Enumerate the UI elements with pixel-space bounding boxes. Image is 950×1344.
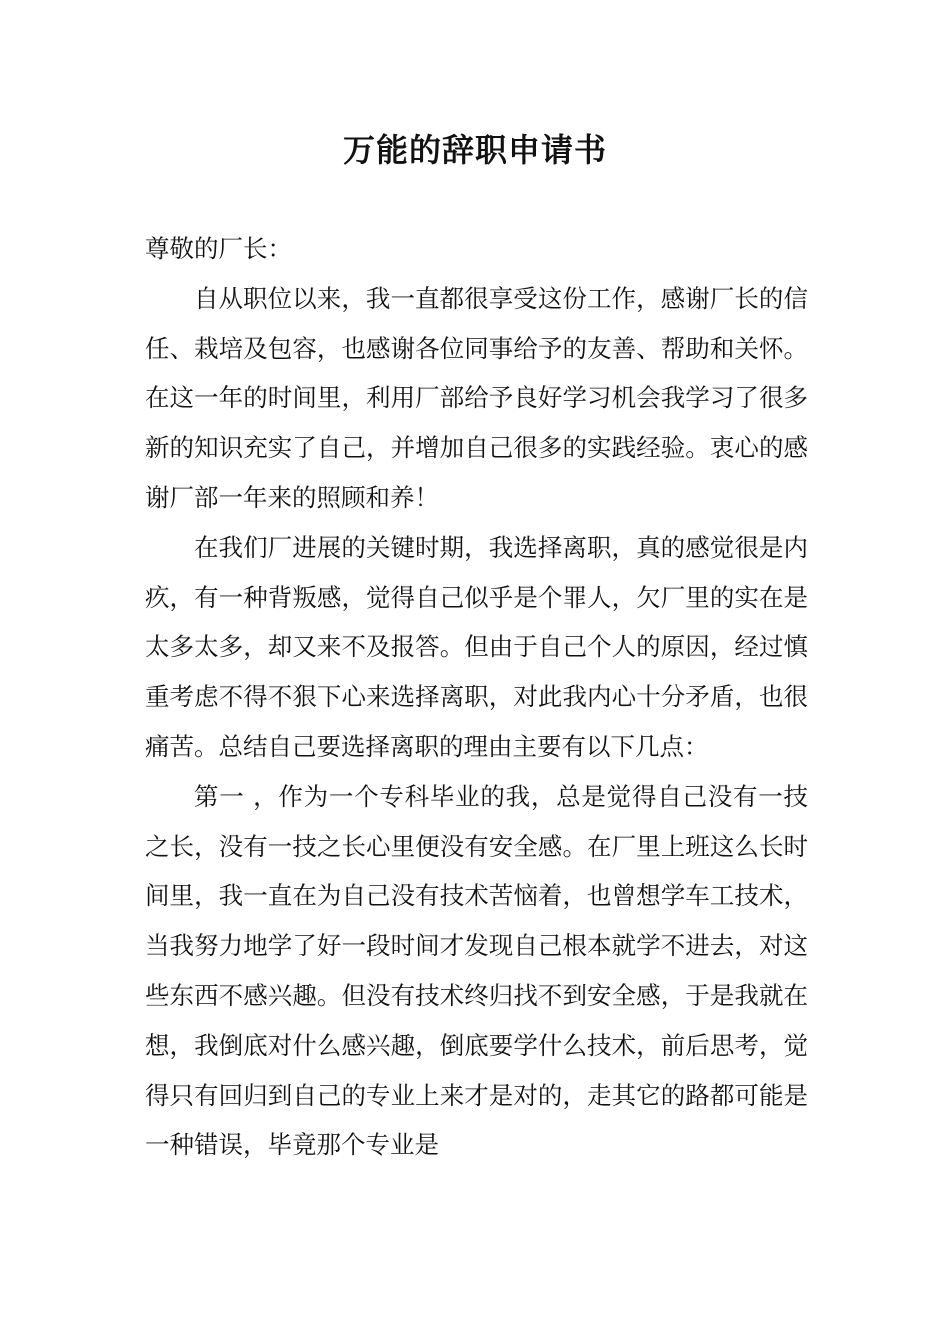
paragraph-reason-intro: 在我们厂进展的关键时期，我选择离职，真的感觉很是内疚，有一种背叛感，觉得自己似乎是个罪人，欠厂里的实在是太多太多，却又来不及报答。但由于自己个人的原因，经过慎重考虑不得不狠下心来选择离职，对此我内心十分矛盾，也很痛苦。总结自己要选择离职的理由主要有以下几点： [145, 532, 808, 761]
document-body [145, 224, 808, 1170]
salutation: 尊敬的厂长： [145, 234, 292, 263]
paragraph-gratitude: 自从职位以来，我一直都很享受这份工作，感谢厂长的信任、栽培及包容，也感谢各位同事给予的友善、帮助和关怀。在这一年的时间里，利用厂部给予良好学习机会我学习了很多新的知识充实了自己，并增加自己很多的实践经验。衷心的感谢厂部一年来的照顾和养！ [145, 283, 808, 512]
paragraph-reason-first: 第一 ，作为一个专科毕业的我，总是觉得自己没有一技之长，没有一技之长心里便没有安全感。在厂里上班这么长时间里，我一直在为自己没有技术苦恼着，也曾想学车工技术，当我努力地学了好一段时间才发现自己根本就学不进去，对这些东西不感兴趣。但没有技术终归找不到安全感，于是我就在想，我倒底对什么感兴趣，倒底要学什么技术，前后思考，觉得只有回归到自己的专业上来才是对的，走其它的路都可能是一种错误，毕竟那个专业是 [145, 781, 808, 1160]
document-title: 万能的辞职申请书 [342, 131, 607, 169]
